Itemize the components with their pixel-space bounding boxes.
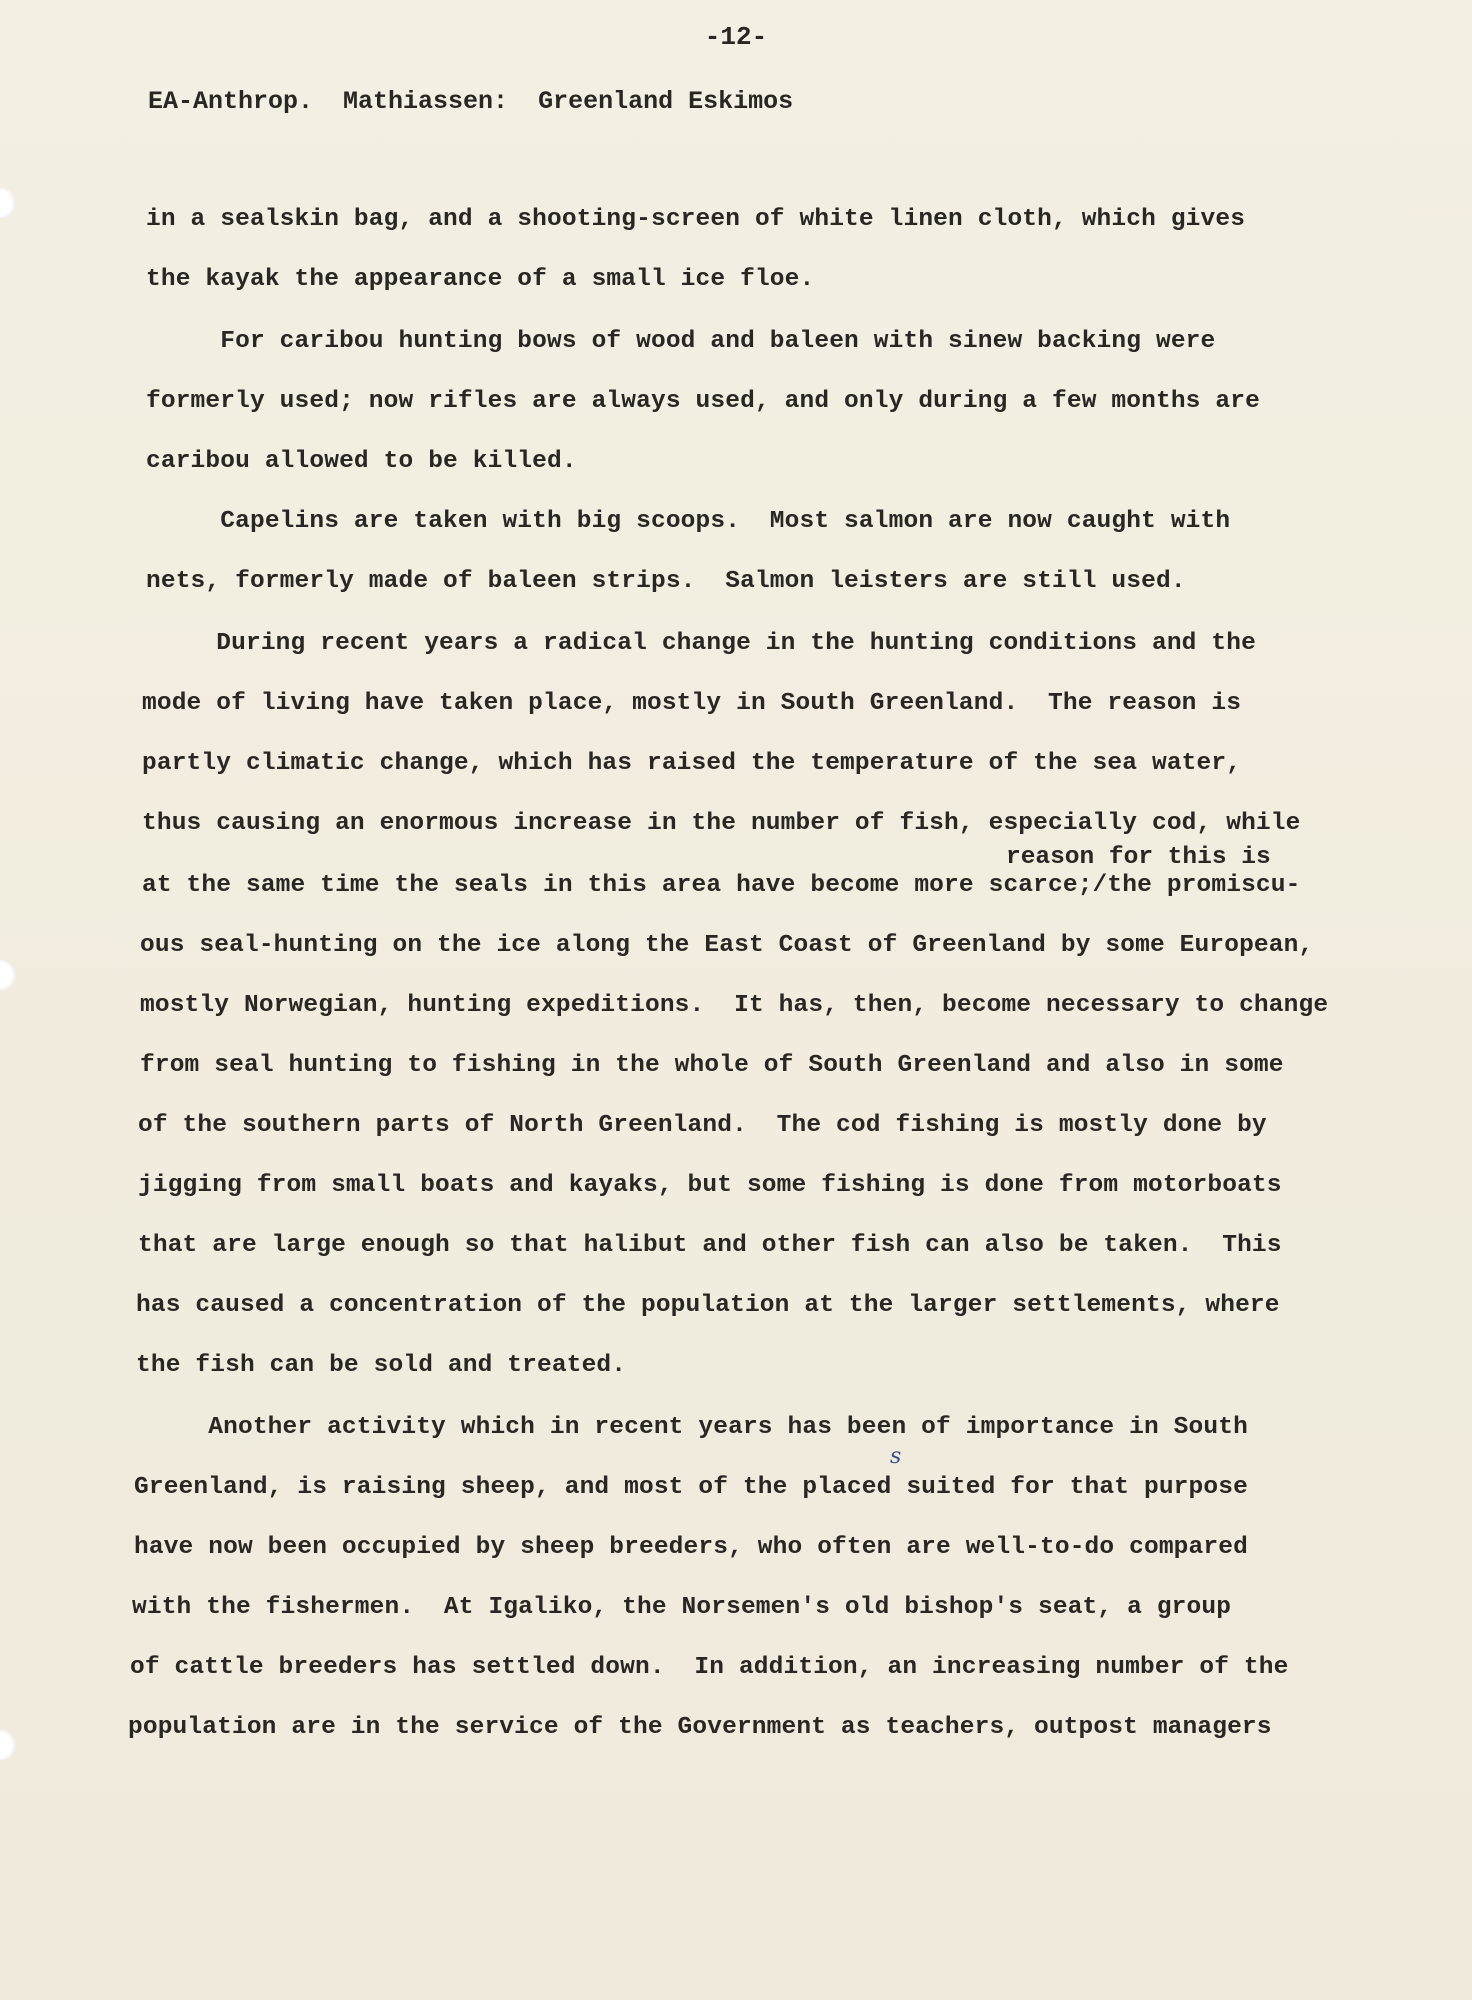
running-header: EA-Anthrop. Mathiassen: Greenland Eskimos	[148, 87, 794, 116]
text-line: population are in the service of the Government as teachers, outpost managers	[128, 1714, 1272, 1741]
text-line: of the southern parts of North Greenland. The cod fishing is mostly done by	[138, 1112, 1267, 1139]
text-line: that are large enough so that halibut and other fish can also be taken. This	[138, 1232, 1282, 1259]
text-line: the kayak the appearance of a small ice floe.	[146, 266, 815, 293]
text-line: nets, formerly made of baleen strips. Salmon leisters are still used.	[146, 568, 1186, 595]
text-line: thus causing an enormous increase in the number of fish, especially cod, while	[142, 810, 1301, 837]
text-line: mostly Norwegian, hunting expeditions. It has, then, become necessary to change	[140, 992, 1329, 1019]
text-line: has caused a concentration of the population at the larger settlements, where	[136, 1292, 1280, 1319]
punch-hole-middle	[0, 960, 16, 990]
text-line: Capelins are taken with big scoops. Most salmon are now caught with	[146, 508, 1231, 535]
text-line: mode of living have taken place, mostly in South Greenland. The reason is	[142, 690, 1242, 717]
text-line: During recent years a radical change in the hunting conditions and the	[142, 630, 1256, 657]
text-line: jigging from small boats and kayaks, but some fishing is done from motorboats	[138, 1172, 1282, 1199]
text-line: of cattle breeders has settled down. In addition, an increasing number of the	[130, 1654, 1289, 1681]
text-line: partly climatic change, which has raised the temperature of the sea water,	[142, 750, 1242, 777]
text-line: from seal hunting to fishing in the whole of South Greenland and also in some	[140, 1052, 1284, 1079]
text-line: formerly used; now rifles are always used, and only during a few months are	[146, 388, 1260, 415]
text-line: For caribou hunting bows of wood and baleen with sinew backing were	[146, 328, 1216, 355]
text-line: with the fishermen. At Igaliko, the Norsemen's old bishop's seat, a group	[132, 1594, 1232, 1621]
text-line: Greenland, is raising sheep, and most of the placed suited for that purpose	[134, 1474, 1248, 1501]
interlinear-insertion: reason for this is	[1006, 844, 1271, 871]
text-line: caribou allowed to be killed.	[146, 448, 577, 475]
page-number: -12-	[704, 22, 768, 52]
text-line: the fish can be sold and treated.	[136, 1352, 627, 1379]
punch-hole-bottom	[0, 1730, 16, 1760]
text-line: Another activity which in recent years has been of importance in South	[134, 1414, 1248, 1441]
handwritten-correction: s	[890, 1444, 902, 1469]
text-line: at the same time the seals in this area have become more scarce;/the promiscu-	[142, 872, 1301, 899]
text-line: in a sealskin bag, and a shooting-screen of white linen cloth, which gives	[146, 206, 1246, 233]
text-line: ous seal-hunting on the ice along the East Coast of Greenland by some European,	[140, 932, 1314, 959]
punch-hole-top	[0, 188, 16, 218]
text-line: have now been occupied by sheep breeders, who often are well-to-do compared	[134, 1534, 1248, 1561]
